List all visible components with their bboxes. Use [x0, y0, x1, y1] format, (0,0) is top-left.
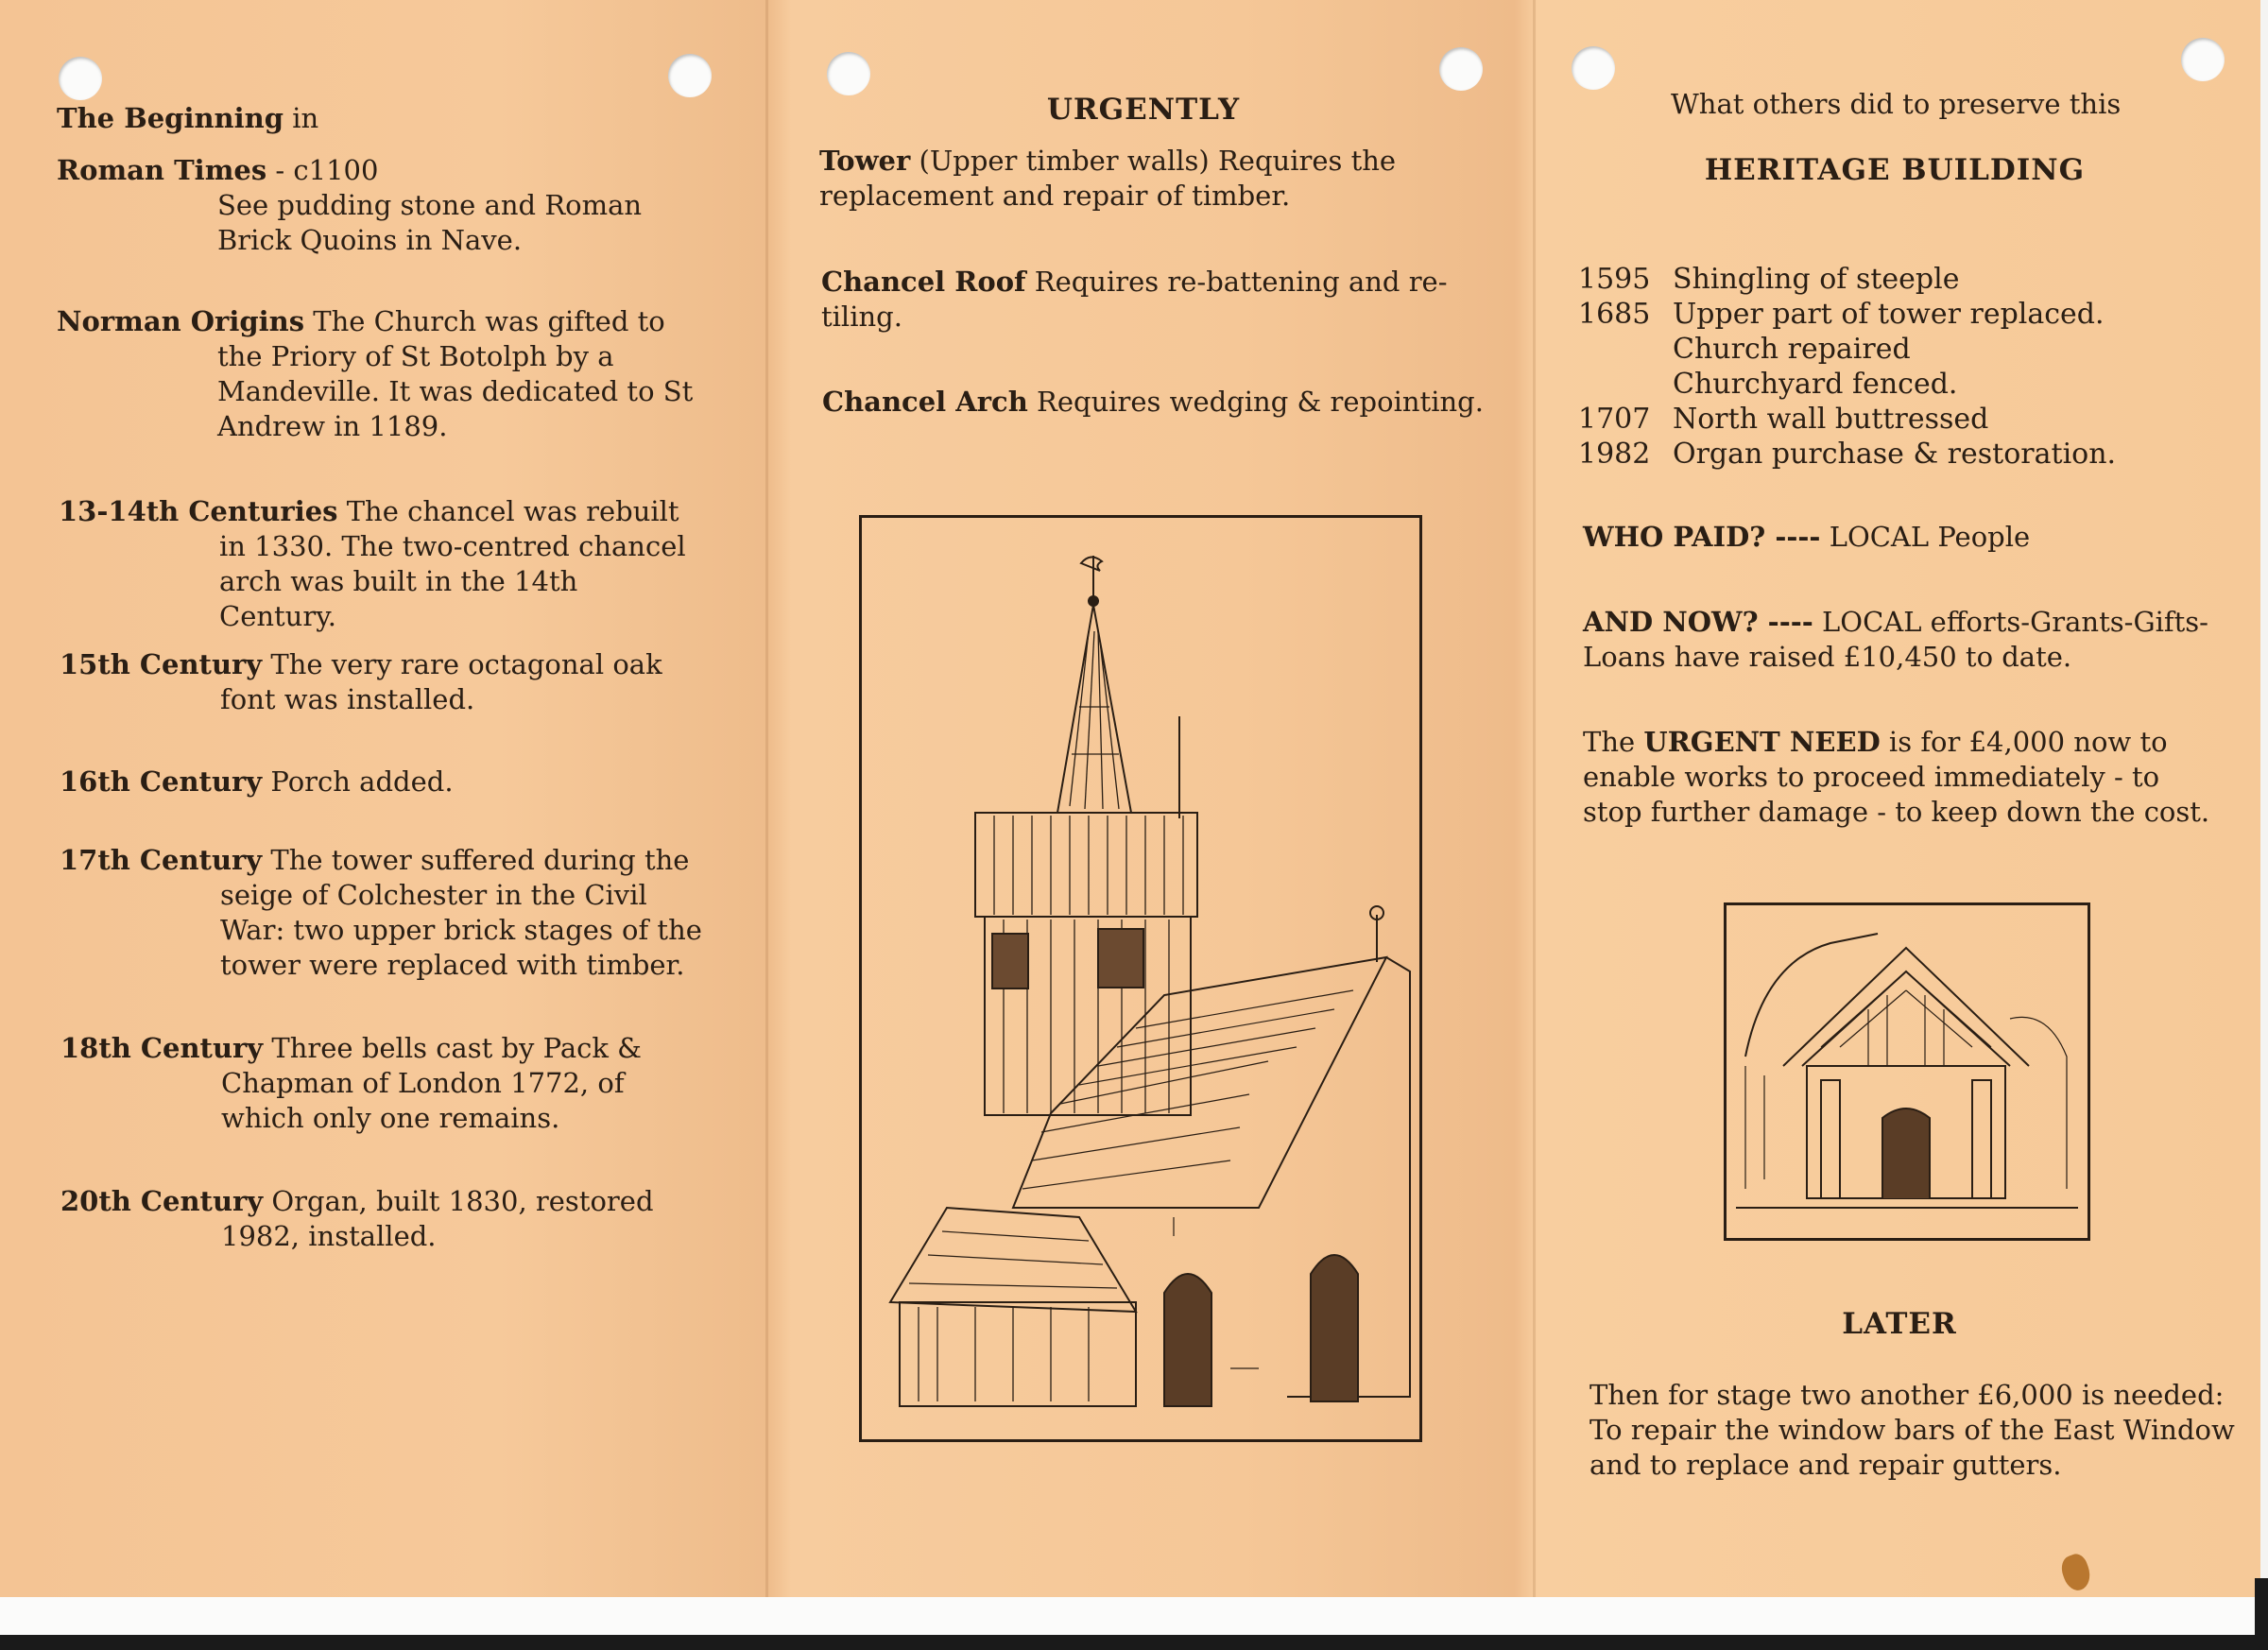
and-now	[1583, 605, 2225, 675]
item-head: Tower	[819, 145, 911, 177]
who-paid	[1583, 520, 2225, 555]
item-text: Requires wedging & repointing.	[1027, 386, 1484, 418]
who-paid-head: WHO PAID? ----	[1583, 521, 1821, 553]
entry-rest: font was installed.	[220, 683, 475, 715]
entry-head: Roman Times	[57, 154, 267, 186]
urgent-item-tower	[819, 144, 1481, 214]
item-text: Requires re-battening and re-tiling.	[821, 266, 1448, 333]
entry-first-line: Porch added.	[262, 765, 454, 798]
porch-sketch-frame	[1724, 902, 2090, 1241]
timeline-year: 1982	[1578, 438, 1651, 471]
timeline-year: 1595	[1578, 263, 1651, 296]
entry-first-line: The chancel was rebuilt	[337, 495, 679, 527]
later-title: LATER	[1842, 1307, 1957, 1341]
entry-first-line: Three bells cast by Pack &	[263, 1032, 642, 1064]
urgent-item-chancel-arch	[822, 385, 1484, 420]
urgent-need-head: URGENT NEED	[1643, 726, 1881, 758]
timeline-text: Shingling of steeple	[1673, 263, 1960, 296]
history-entry-17th	[60, 843, 704, 983]
history-entry-16th	[60, 765, 704, 799]
urgent-panel	[775, 0, 1531, 1597]
history-entry-norman	[57, 304, 701, 444]
urgent-need	[1583, 725, 2225, 830]
timeline-text: Upper part of tower replaced.	[1673, 298, 2105, 331]
scan-bottom-edge	[0, 1635, 2268, 1650]
entry-rest: seige of Colchester in the Civil War: two upper brick stages of the tower were replaced with timber.	[220, 879, 702, 981]
entry-head: 16th Century	[60, 765, 263, 798]
timeline-year: 1685	[1578, 298, 1651, 331]
timeline-text: North wall buttressed	[1673, 403, 1989, 436]
urgent-need-pre: The	[1583, 726, 1644, 758]
urgently-title: URGENTLY	[1046, 93, 1241, 127]
entry-first-line: Organ, built 1830, restored	[263, 1185, 654, 1217]
church-sketch-frame	[859, 515, 1422, 1442]
entry-rest: See pudding stone and Roman Brick Quoins in Nave.	[217, 189, 643, 256]
intro-tail: in	[284, 102, 319, 134]
entry-rest: Chapman of London 1772, of which only one remains.	[221, 1067, 625, 1134]
urgent-item-chancel-roof	[821, 265, 1483, 335]
church-sketch	[862, 518, 1419, 1439]
entry-first-line: The tower suffered during the	[262, 844, 690, 876]
history-entry-20th	[60, 1184, 705, 1254]
timeline-year	[1578, 332, 1673, 367]
later-text: Then for stage two another £6,000 is needed: To repair the window bars of the East Window and to replace and repair gutters.	[1589, 1379, 2235, 1481]
entry-head: 13-14th Centuries	[59, 495, 338, 527]
entry-rest: 1982, installed.	[221, 1220, 437, 1252]
timeline-row	[1578, 262, 2221, 297]
fold-line-left	[765, 0, 768, 1597]
entry-first-line: The very rare octagonal oak	[262, 648, 662, 680]
fold-line-right	[1533, 0, 1536, 1597]
timeline-row	[1578, 437, 2221, 472]
entry-head: 18th Century	[60, 1032, 264, 1064]
timeline-year: 1707	[1578, 403, 1651, 436]
who-paid-text: LOCAL People	[1820, 521, 2031, 553]
history-entry-15th	[60, 647, 704, 717]
timeline-row	[1578, 402, 2221, 437]
heritage-title: HERITAGE BUILDING	[1704, 153, 2086, 187]
timeline-text: Church repaired	[1673, 333, 1911, 366]
timeline-year	[1578, 367, 1673, 402]
entry-head: 20th Century	[60, 1185, 264, 1217]
urgent-need-text: is for £4,000 now to enable works to proceed immediately - to stop further damage - to keep down the cost.	[1583, 726, 2210, 828]
history-entry-roman	[57, 153, 701, 258]
entry-head: 15th Century	[60, 648, 263, 680]
and-now-text: LOCAL efforts-Grants-Gifts-Loans have raised £10,450 to date.	[1583, 606, 2208, 673]
entry-first-line: The Church was gifted to	[304, 305, 665, 337]
and-now-head: AND NOW? ----	[1583, 606, 1813, 638]
scan-margin	[0, 1597, 2268, 1635]
history-panel	[0, 0, 756, 1597]
heritage-panel	[1540, 0, 2259, 1597]
entry-rest: the Priory of St Botolph by a Mandeville. It was dedicated to St Andrew in 1189.	[217, 340, 694, 442]
timeline-text: Churchyard fenced.	[1673, 368, 1958, 401]
timeline-row	[1578, 332, 2221, 367]
heritage-timeline	[1578, 262, 2221, 472]
intro-line	[57, 101, 318, 136]
item-head: Chancel Roof	[821, 266, 1026, 298]
history-entry-13-14th	[59, 494, 703, 634]
item-text: (Upper timber walls) Requires the replacement and repair of timber.	[819, 145, 1397, 212]
entry-head: 17th Century	[60, 844, 263, 876]
timeline-row	[1578, 367, 2221, 402]
intro-head: The Beginning	[57, 102, 284, 134]
item-head: Chancel Arch	[822, 386, 1028, 418]
porch-sketch	[1727, 905, 2088, 1238]
entry-rest: in 1330. The two-centred chancel arch was built in the 14th Century.	[219, 530, 686, 632]
entry-first-line: - c1100	[266, 154, 379, 186]
heritage-lead: What others did to preserve this	[1671, 88, 2122, 120]
timeline-row	[1578, 297, 2221, 332]
history-entry-18th	[60, 1031, 705, 1136]
entry-head: Norman Origins	[57, 305, 305, 337]
timeline-text: Organ purchase & restoration.	[1673, 438, 2117, 471]
